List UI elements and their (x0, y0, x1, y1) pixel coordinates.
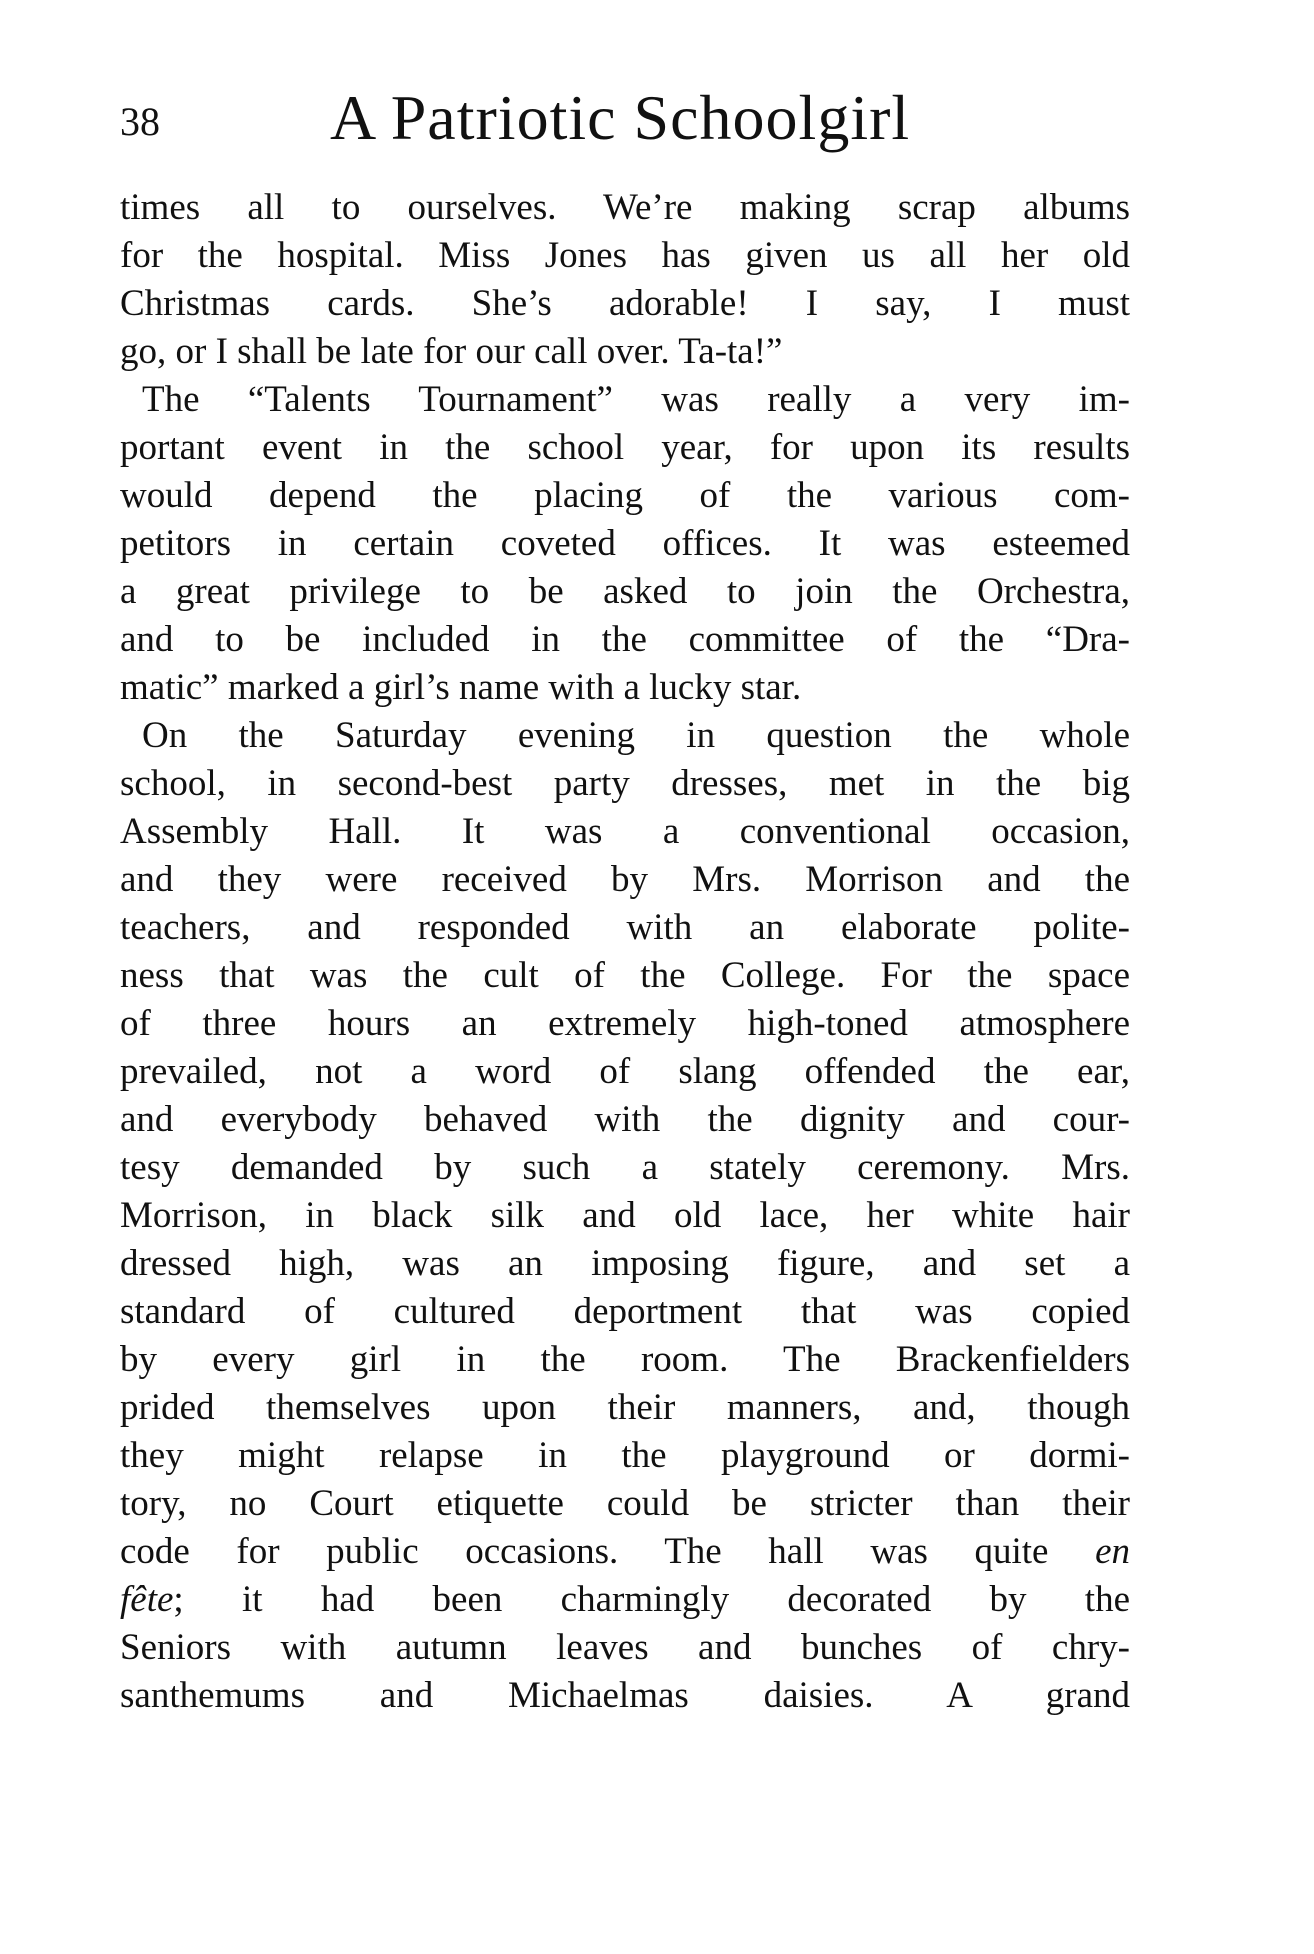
text-line: for the hospital. Miss Jones has given us all her old (120, 235, 1130, 276)
page-header (120, 78, 1130, 158)
text-line (120, 1528, 1130, 1576)
text-line: Seniors with autumn leaves and bunches of chry- (120, 1627, 1130, 1668)
italic-phrase: en (1095, 1531, 1130, 1572)
body-text (120, 184, 1130, 1720)
running-title: A Patriotic Schoolgirl (330, 82, 911, 153)
italic-phrase: fête (120, 1579, 174, 1620)
text-line: and everybody behaved with the dignity and cour- (120, 1099, 1130, 1140)
text-line: tesy demanded by such a stately ceremony. Mrs. (120, 1147, 1130, 1188)
text-line: tory, no Court etiquette could be stricter than their (120, 1483, 1130, 1524)
text-line: teachers, and responded with an elaborate polite- (120, 907, 1130, 948)
text-line: ness that was the cult of the College. For the space (120, 955, 1130, 996)
text-line: dressed high, was an imposing figure, and set a (120, 1243, 1130, 1284)
text-line: would depend the placing of the various com- (120, 475, 1130, 516)
text-segment: ; it had been charmingly decorated by the (173, 1579, 1130, 1620)
text-line: matic” marked a girl’s name with a lucky star. (120, 667, 802, 708)
page-number: 38 (120, 99, 160, 144)
text-line: Morrison, in black silk and old lace, her white hair (120, 1195, 1130, 1236)
text-segment: code for public occasions. The hall was quite (120, 1531, 1096, 1572)
text-line: they might relapse in the playground or dormi- (120, 1435, 1130, 1476)
text-line: petitors in certain coveted offices. It was esteemed (120, 523, 1130, 564)
text-line: a great privilege to be asked to join the Orchestra, (120, 571, 1130, 612)
text-line: and they were received by Mrs. Morrison and the (120, 859, 1130, 900)
text-line: times all to ourselves. We’re making scrap albums (120, 187, 1130, 228)
text-line: school, in second-best party dresses, met in the big (120, 763, 1130, 804)
text-line (120, 1576, 1130, 1624)
text-line: by every girl in the room. The Brackenfielders (120, 1339, 1130, 1380)
text-line: The “Talents Tournament” was really a very im- (142, 379, 1130, 420)
text-line: and to be included in the committee of the “Dra- (120, 619, 1130, 660)
text-line: go, or I shall be late for our call over. Ta-ta!” (120, 331, 783, 372)
text-line: On the Saturday evening in question the whole (142, 715, 1130, 756)
text-line: portant event in the school year, for upon its results (120, 427, 1130, 468)
text-line: santhemums and Michaelmas daisies. A grand (120, 1675, 1130, 1716)
text-line: prevailed, not a word of slang offended the ear, (120, 1051, 1130, 1092)
text-line: Assembly Hall. It was a conventional occasion, (120, 811, 1130, 852)
text-line: prided themselves upon their manners, and, though (120, 1387, 1130, 1428)
text-line: Christmas cards. She’s adorable! I say, I must (120, 283, 1130, 324)
text-line: standard of cultured deportment that was copied (120, 1291, 1130, 1332)
text-line: of three hours an extremely high-toned atmosphere (120, 1003, 1130, 1044)
